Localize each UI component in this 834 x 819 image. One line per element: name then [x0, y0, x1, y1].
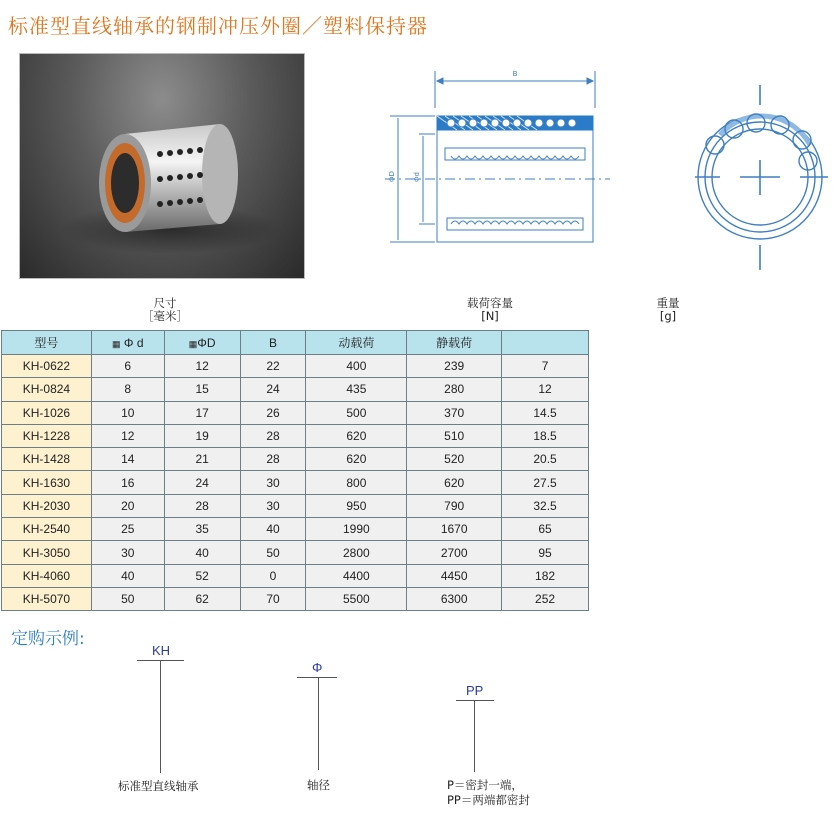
value-cell: 30	[240, 494, 306, 517]
value-cell: 2800	[306, 541, 407, 564]
order-example-title: 定购示例:	[11, 629, 85, 649]
value-cell: 40	[164, 541, 240, 564]
dim-outer-d-label: ΦD	[388, 171, 396, 182]
value-cell: 28	[240, 448, 306, 471]
table-body	[2, 355, 589, 611]
value-cell: 370	[407, 401, 502, 424]
col-header-inner-diameter	[91, 331, 164, 355]
table-row	[2, 494, 589, 517]
value-cell: 50	[240, 541, 306, 564]
order-code-kh: KH	[152, 643, 171, 658]
value-cell: 7	[502, 355, 589, 378]
value-cell: 26	[240, 401, 306, 424]
bearing-side-view-drawing	[385, 68, 615, 273]
table-header-row	[2, 331, 589, 355]
value-cell: 30	[240, 471, 306, 494]
value-cell: 800	[306, 471, 407, 494]
value-cell: 280	[407, 378, 502, 401]
col-header-model: 型号	[2, 331, 92, 355]
value-cell: 35	[164, 518, 240, 541]
value-cell: 620	[407, 471, 502, 494]
value-cell: 252	[502, 587, 589, 610]
order-caption-seal-one: P＝密封一端，	[447, 778, 523, 792]
table-row	[2, 518, 589, 541]
value-cell: 1990	[306, 518, 407, 541]
dim-inner-d-label: Φd	[413, 172, 421, 182]
model-cell: KH-2540	[2, 518, 92, 541]
load-header	[445, 297, 535, 323]
model-cell: KH-1228	[2, 424, 92, 447]
table-row	[2, 378, 589, 401]
order-code-phi: Φ	[312, 660, 323, 675]
table-row	[2, 424, 589, 447]
value-cell: 400	[306, 355, 407, 378]
order-code-pp: PP	[466, 683, 484, 698]
value-cell: 4450	[407, 564, 502, 587]
model-cell: KH-2030	[2, 494, 92, 517]
value-cell: 20	[91, 494, 164, 517]
load-header-label: 载荷容量	[467, 296, 513, 310]
order-caption-shaft: 轴径	[307, 778, 330, 792]
value-cell: 24	[240, 378, 306, 401]
model-cell: KH-0824	[2, 378, 92, 401]
value-cell: 4400	[306, 564, 407, 587]
table-row	[2, 587, 589, 610]
value-cell: 50	[91, 587, 164, 610]
value-cell: 5500	[306, 587, 407, 610]
order-leader	[318, 677, 319, 770]
model-cell: KH-1428	[2, 448, 92, 471]
value-cell: 435	[306, 378, 407, 401]
col-header-weight	[502, 331, 589, 355]
value-cell: 12	[502, 378, 589, 401]
col-header-length: B	[240, 331, 306, 355]
order-leader	[474, 700, 475, 772]
value-cell: 20.5	[502, 448, 589, 471]
order-divider	[456, 700, 494, 701]
value-cell: 19	[164, 424, 240, 447]
model-cell: KH-1026	[2, 401, 92, 424]
weight-header-unit: [g]	[659, 309, 677, 323]
size-header-label: 尺寸	[153, 296, 177, 310]
col-header-dynamic-load: 动载荷	[306, 331, 407, 355]
order-leader	[160, 660, 161, 773]
value-cell: 52	[164, 564, 240, 587]
value-cell: 10	[91, 401, 164, 424]
col-header-static-load: 静载荷	[407, 331, 502, 355]
model-cell: KH-5070	[2, 587, 92, 610]
load-header-unit: [N]	[481, 309, 499, 323]
value-cell: 6300	[407, 587, 502, 610]
col-header-outer-diameter	[164, 331, 240, 355]
value-cell: 520	[407, 448, 502, 471]
bearing-end-view-drawing	[690, 85, 830, 275]
table-row	[2, 355, 589, 378]
value-cell: 2700	[407, 541, 502, 564]
value-cell: 70	[240, 587, 306, 610]
value-cell: 950	[306, 494, 407, 517]
model-cell: KH-3050	[2, 541, 92, 564]
value-cell: 239	[407, 355, 502, 378]
table-row	[2, 541, 589, 564]
value-cell: 14.5	[502, 401, 589, 424]
value-cell: 30	[91, 541, 164, 564]
dim-b-label: B	[512, 70, 518, 78]
table-row	[2, 564, 589, 587]
value-cell: 65	[502, 518, 589, 541]
value-cell: 14	[91, 448, 164, 471]
weight-header-label: 重量	[656, 296, 680, 310]
page-title: 标准型直线轴承的钢制冲压外圈／塑料保持器	[8, 14, 428, 38]
order-caption-seal-both: PP＝两端都密封	[447, 793, 530, 807]
value-cell: 510	[407, 424, 502, 447]
order-divider	[297, 677, 337, 678]
col-header-outer-diameter-label: ΦD	[197, 335, 216, 350]
value-cell: 0	[240, 564, 306, 587]
value-cell: 500	[306, 401, 407, 424]
value-cell: 25	[91, 518, 164, 541]
spec-table	[1, 330, 589, 611]
product-photo	[19, 53, 305, 279]
value-cell: 40	[91, 564, 164, 587]
value-cell: 620	[306, 424, 407, 447]
value-cell: 15	[164, 378, 240, 401]
model-cell: KH-1630	[2, 471, 92, 494]
col-icon: ▦	[188, 338, 198, 349]
model-cell: KH-4060	[2, 564, 92, 587]
value-cell: 40	[240, 518, 306, 541]
table-row	[2, 471, 589, 494]
col-header-inner-diameter-label: Φ d	[123, 335, 144, 350]
order-caption-type: 标准型直线轴承	[118, 779, 199, 793]
value-cell: 12	[164, 355, 240, 378]
table-row	[2, 448, 589, 471]
value-cell: 18.5	[502, 424, 589, 447]
value-cell: 24	[164, 471, 240, 494]
weight-header	[640, 297, 696, 323]
value-cell: 12	[91, 424, 164, 447]
value-cell: 22	[240, 355, 306, 378]
value-cell: 620	[306, 448, 407, 471]
model-cell: KH-0622	[2, 355, 92, 378]
value-cell: 182	[502, 564, 589, 587]
value-cell: 1670	[407, 518, 502, 541]
table-row	[2, 401, 589, 424]
value-cell: 27.5	[502, 471, 589, 494]
size-header	[130, 297, 200, 323]
value-cell: 790	[407, 494, 502, 517]
value-cell: 62	[164, 587, 240, 610]
value-cell: 21	[164, 448, 240, 471]
value-cell: 32.5	[502, 494, 589, 517]
value-cell: 8	[91, 378, 164, 401]
value-cell: 28	[164, 494, 240, 517]
size-header-unit: ［毫米］	[142, 309, 188, 323]
col-icon: ▦	[112, 338, 121, 349]
value-cell: 6	[91, 355, 164, 378]
value-cell: 28	[240, 424, 306, 447]
value-cell: 17	[164, 401, 240, 424]
value-cell: 16	[91, 471, 164, 494]
value-cell: 95	[502, 541, 589, 564]
